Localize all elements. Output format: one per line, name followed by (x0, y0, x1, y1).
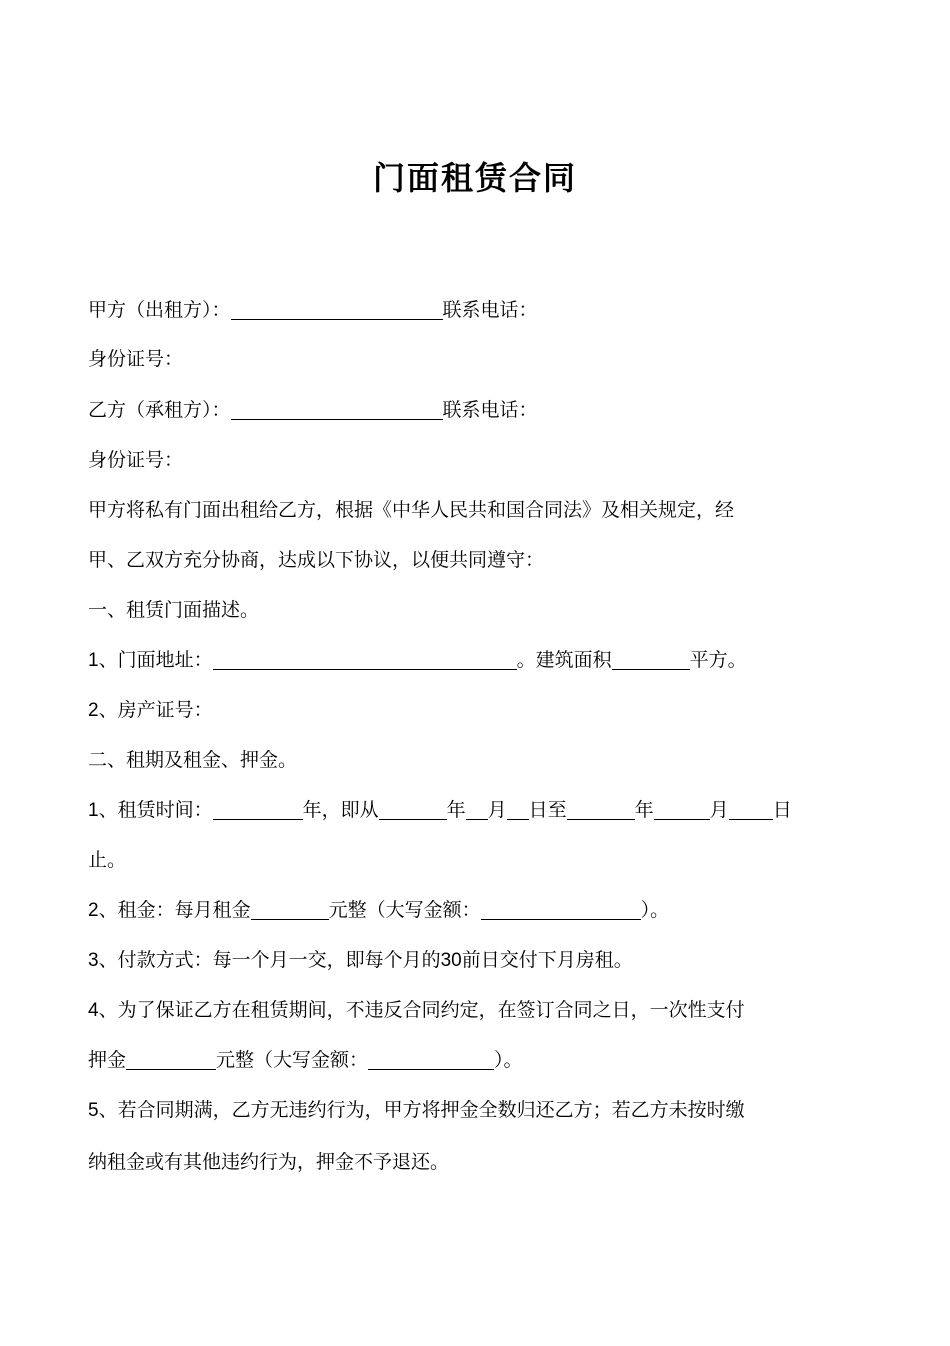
start-month-blank[interactable] (466, 799, 488, 820)
clause-number: 1 (88, 650, 99, 671)
rent-close: ）。 (640, 899, 670, 921)
party-a-phone-label: 联系电话： (442, 299, 538, 321)
party-b-line (88, 395, 538, 425)
deposit-label: 押金 (88, 1049, 127, 1071)
clause-2-4 (88, 995, 745, 1026)
deposit-text: 、为了保证乙方在租赁期间，不违反合同约定，在签订合同之日，一次性支付 (98, 999, 745, 1021)
section-2-heading (88, 745, 297, 775)
property-cert-label: 、房产证号： (98, 699, 213, 721)
clause-number: 4 (88, 1000, 99, 1021)
party-b-id-line (88, 445, 183, 475)
month-label: 月 (709, 799, 729, 821)
party-a-id-label: 身份证号： (88, 348, 184, 370)
start-day-blank[interactable] (507, 799, 529, 820)
party-b-id-label: 身份证号： (88, 449, 184, 471)
deposit-capital-blank[interactable] (368, 1049, 494, 1070)
lease-term-label: 、租赁时间： (98, 799, 213, 821)
rent-label: 、租金：每月租金 (98, 899, 251, 921)
years-from-label: 年，即从 (302, 799, 379, 821)
clause-2-1 (88, 795, 792, 826)
month-label: 月 (487, 799, 507, 821)
party-b-label: 乙方（承租方）： (88, 399, 231, 421)
intro-paragraph-line-1 (88, 495, 734, 525)
section-1-heading-text: 一、租赁门面描述。 (88, 599, 260, 621)
clause-2-1-cont (88, 845, 126, 875)
day-label: 日 (772, 799, 792, 821)
clause-2-3 (88, 945, 633, 976)
rent-capital-blank[interactable] (481, 899, 641, 920)
party-a-line (88, 295, 538, 325)
document-title: 门面租赁合同 (372, 159, 577, 197)
deposit-amount-blank[interactable] (126, 1049, 216, 1070)
rent-capital-label: 元整（大写金额： (328, 899, 481, 921)
payment-day: 30 (440, 950, 462, 971)
party-a-label: 甲方（出租方）： (88, 299, 231, 321)
payment-text: 、付款方式：每一个月一交，即每个月的 (98, 949, 441, 971)
end-month-blank[interactable] (654, 799, 710, 820)
clause-number: 5 (88, 1100, 99, 1121)
year-label: 年 (634, 799, 654, 821)
clause-2-5 (88, 1095, 745, 1126)
section-2-heading-text: 二、租期及租金、押金。 (88, 749, 298, 771)
intro-text-2: 甲、乙双方充分协商，达成以下协议，以便共同遵守： (88, 549, 545, 571)
end-day-blank[interactable] (729, 799, 773, 820)
end-year-blank[interactable] (567, 799, 635, 820)
area-unit: 平方。 (689, 649, 747, 671)
clause-1-2 (88, 695, 213, 726)
term-end-text: 止。 (88, 849, 127, 871)
party-b-name-blank[interactable] (231, 399, 443, 420)
intro-paragraph-line-2 (88, 545, 544, 575)
start-year-blank[interactable] (379, 799, 447, 820)
address-label: 、门面地址： (98, 649, 213, 671)
area-label: 。建筑面积 (516, 649, 612, 671)
clause-number: 3 (88, 950, 99, 971)
section-1-heading (88, 595, 259, 625)
clause-number: 2 (88, 900, 99, 921)
clause-2-2 (88, 895, 669, 926)
refund-text: 、若合同期满，乙方无违约行为，甲方将押金全数归还乙方；若乙方未按时缴 (98, 1099, 745, 1121)
clause-2-5-cont (88, 1147, 449, 1177)
clause-1-1 (88, 645, 747, 676)
deposit-capital-label: 元整（大写金额： (216, 1049, 369, 1071)
deposit-close: ）。 (494, 1049, 523, 1071)
address-blank[interactable] (213, 649, 517, 670)
clause-number: 1 (88, 800, 99, 821)
year-label: 年 (446, 799, 466, 821)
refund-text-cont: 纳租金或有其他违约行为，押金不予退还。 (88, 1151, 450, 1173)
clause-2-4-cont (88, 1045, 523, 1075)
clause-number: 2 (88, 700, 99, 721)
lease-years-blank[interactable] (213, 799, 303, 820)
area-blank[interactable] (612, 649, 690, 670)
payment-text-end: 前日交付下月房租。 (461, 949, 633, 971)
party-a-id-line (88, 344, 183, 374)
intro-text-1: 甲方将私有门面出租给乙方，根据《中华人民共和国合同法》及相关规定，经 (88, 499, 735, 521)
rent-amount-blank[interactable] (251, 899, 329, 920)
party-a-name-blank[interactable] (231, 299, 443, 320)
day-to-label: 日至 (528, 799, 567, 821)
party-b-phone-label: 联系电话： (442, 399, 538, 421)
